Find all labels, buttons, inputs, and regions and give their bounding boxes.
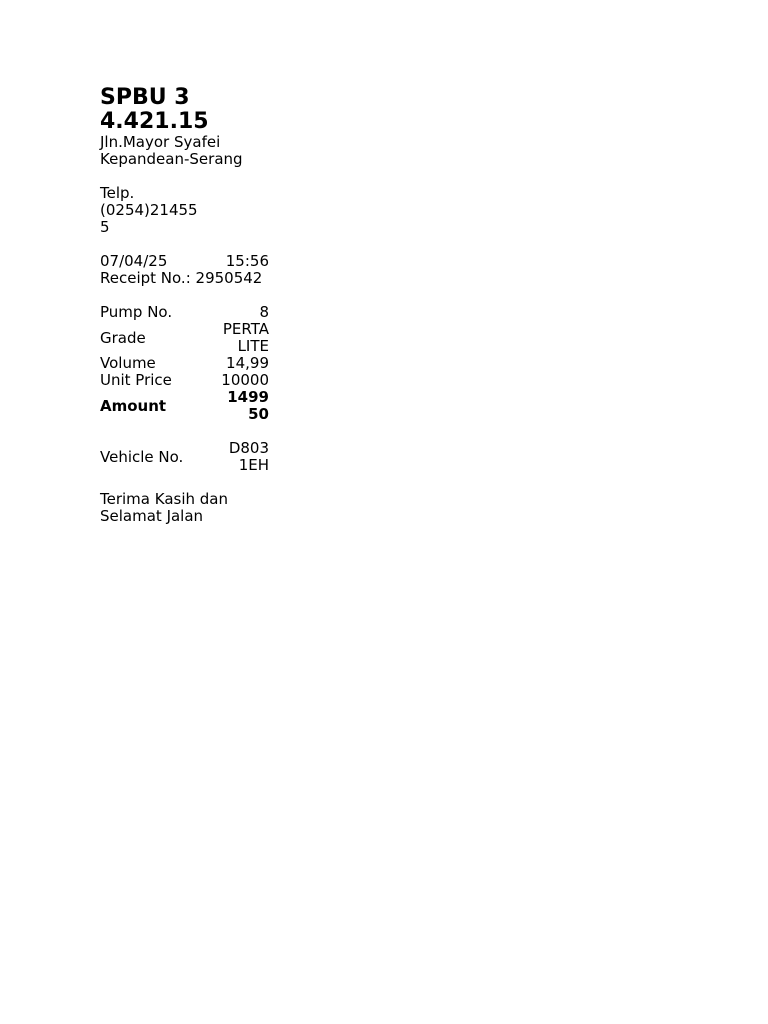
- spacer: [100, 474, 269, 491]
- vehicle-label: Vehicle No.: [100, 447, 184, 466]
- phone-label: Telp.: [100, 184, 135, 202]
- pump-label: Pump No.: [100, 303, 173, 321]
- receipt-number: 2950542: [195, 269, 263, 287]
- address-line-1: Jln.Mayor Syafei: [100, 133, 221, 151]
- address-line-2: Kepandean-Serang: [100, 150, 243, 168]
- spacer: [100, 168, 269, 185]
- amount-row: [100, 389, 269, 423]
- volume-row: [100, 355, 269, 372]
- unit-price-row: [100, 372, 269, 389]
- unit-price-label: Unit Price: [100, 371, 172, 389]
- grade-row: [100, 321, 269, 355]
- amount-value: 149950: [227, 388, 269, 423]
- transaction-datetime: [100, 253, 269, 270]
- footer-line-1: Terima Kasih dan: [100, 490, 228, 508]
- vehicle-value: D8031EH: [228, 439, 269, 474]
- volume-value: 14,99: [226, 354, 269, 372]
- receipt-label: Receipt No.:: [100, 269, 191, 287]
- station-title: SPBU 34.421.15: [100, 85, 209, 134]
- pump-row: [100, 304, 269, 321]
- volume-label: Volume: [100, 354, 156, 372]
- spacer: [100, 287, 269, 304]
- receipt-number-row: [100, 270, 269, 287]
- spacer-row: [100, 423, 269, 440]
- pump-value: 8: [259, 303, 269, 321]
- footer-line-2: Selamat Jalan: [100, 507, 204, 525]
- grade-value: PERTALITE: [222, 320, 269, 355]
- transaction-time: 15:56: [225, 252, 269, 270]
- vehicle-row: [100, 440, 269, 474]
- phone-number: (0254)214555: [100, 201, 198, 236]
- grade-label: Grade: [100, 328, 146, 347]
- fuel-receipt: [100, 86, 269, 525]
- unit-price-value: 10000: [221, 371, 269, 389]
- spacer: [100, 236, 269, 253]
- transaction-date: 07/04/25: [100, 252, 168, 270]
- transaction-details-table: [100, 304, 269, 474]
- amount-label: Amount: [100, 396, 167, 415]
